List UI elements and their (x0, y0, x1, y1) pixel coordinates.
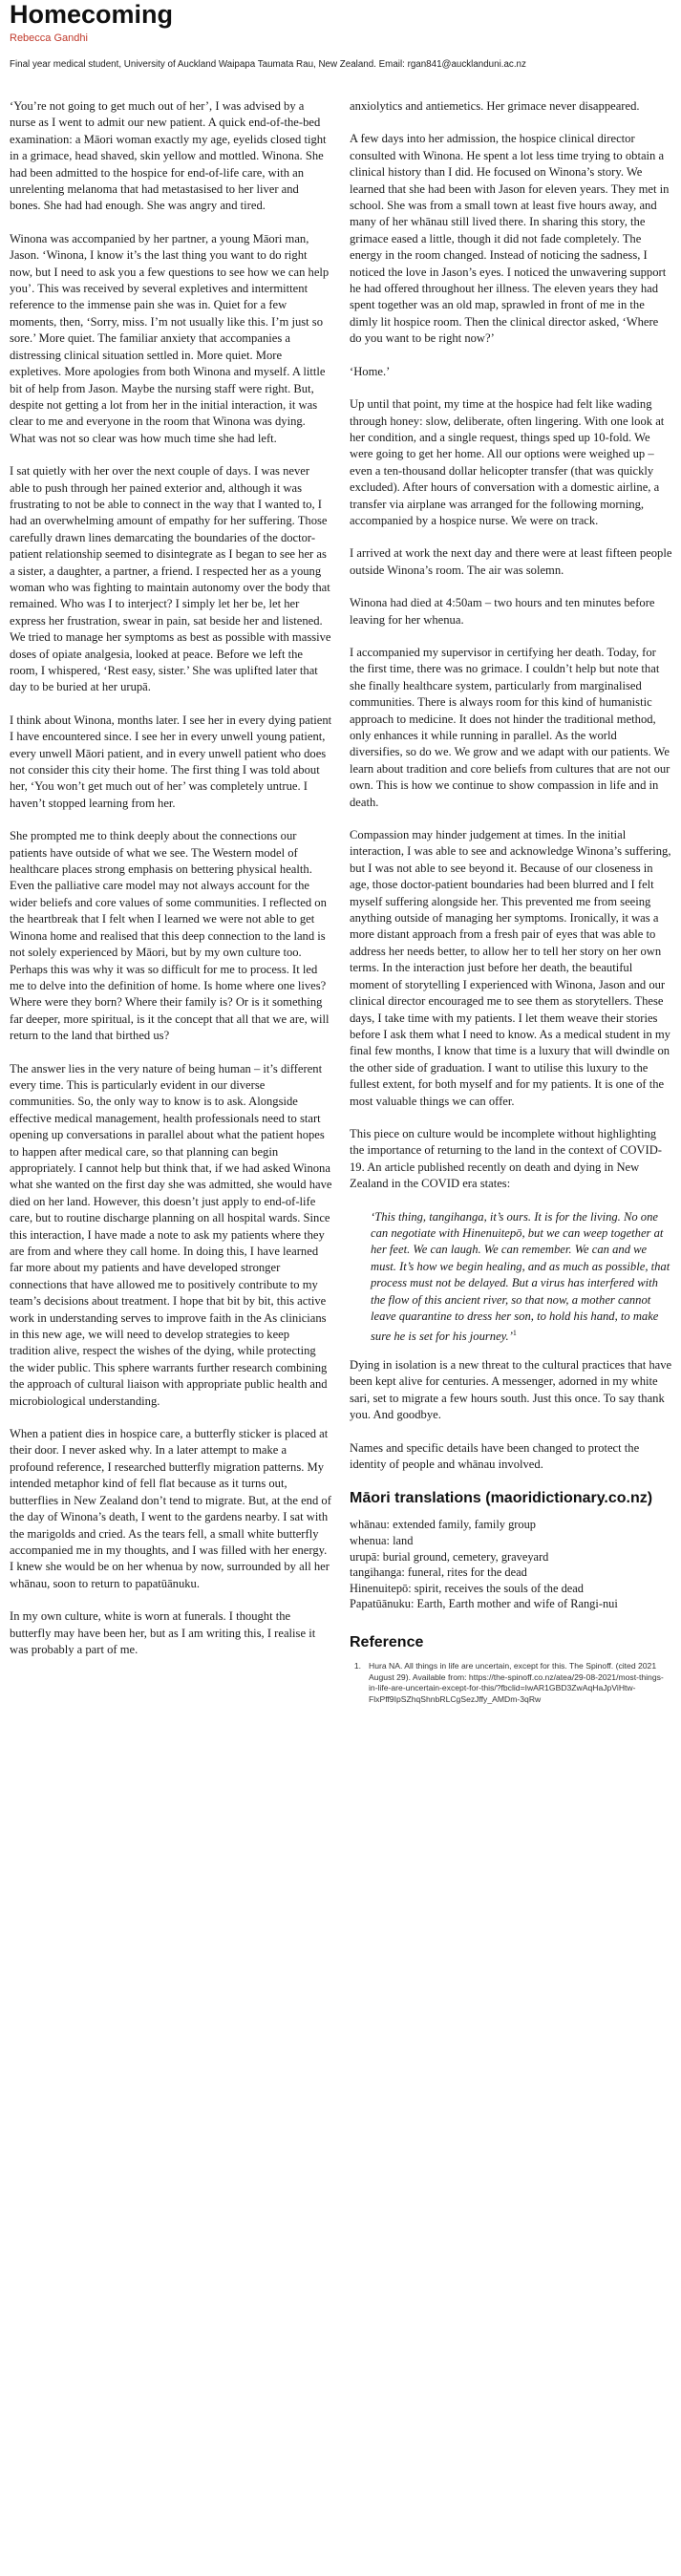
translation-item: Papatūānuku: Earth, Earth mother and wife of Rangi-nui (350, 1597, 618, 1611)
body-paragraph: In my own culture, white is worn at funerals. I thought the butterfly may have been her, but as I am writing this, I realise it was probably a part of me. (10, 1609, 316, 1656)
body-paragraph: I arrived at work the next day and there were at least fifteen people outside Winona’s room. The air was solemn. (350, 546, 672, 577)
quote-text: ‘This thing, tangihanga, it’s ours. It is for the living. No one can negotiate with Hinenuitepō, but we can weep together at her feet. We can laugh. We can remember. We can and we must. It’s how we begin healing, and as much as possible, that process must not be delayed. But a virus has interfered with the flow of this ancient river, so that now, a mother cannot leave quarantine to dress her son, to hold his hand, to make sure he is set for his journey.’ (371, 1209, 670, 1344)
right-column (350, 98, 672, 1705)
body-paragraph: I sat quietly with her over the next couple of days. I was never able to push through her pained exterior and, although it was frustrating to not be able to connect in the way that I wanted to, I had an overwhelming amount of empathy for her suffering. Those carefully drawn lines demarcating the boundaries of the doctor-patient relationship seemed to disintegrate as I began to see her as a sister, a daughter, a partner, a friend. I respected her as a young woman who was fighting to maintain autonomy over the body that remained. Who was I to interject? I simply let her be, let her express her frustration, swear in pain, sat beside her and listened. We tried to manage her symptoms as best as possible with massive doses of opiate analgesia, looked at peace. Before we left the room, I whispered, ‘Rest easy, sister.’ She was uplifted later that day to be buried at her urupā. (10, 464, 331, 694)
reference-number: 1. (353, 1661, 361, 1671)
author-name[interactable]: Rebecca Gandhi (10, 32, 88, 44)
reference-item (350, 1661, 672, 1705)
body-paragraph: Winona had died at 4:50am – two hours and ten minutes before leaving for her whenua. (350, 596, 655, 627)
body-paragraph: A few days into her admission, the hospice clinical director consulted with Winona. He spent a lot less time trying to obtain a clinical history than I did. He focused on Winona’s story. We learned that she had been with Jason for eleven years. They met in school. She was from a small town at least five hours away, and many of her whānau still lived there. In sharing this story, the grimace eased a little, though it did not fade completely. The energy in the room changed. Instead of noticing the sadness, I noticed the love in Jason’s eyes. I noticed the unwavering support he had offered throughout her illness. The eleven years they had spent together was an old map, sprawled in front of me in the dimly lit hospice room. Then the clinical director asked, ‘Where do you want to be right now?’ (350, 132, 670, 346)
body-paragraph: ‘Home.’ (350, 364, 391, 378)
author-affiliation: Final year medical student, University of Auckland Waipapa Taumata Rau, New Zealand. Email: rgan841@aucklanduni.ac.nz (10, 59, 526, 70)
quote-citation[interactable]: 1 (512, 1329, 517, 1338)
references-list (350, 1661, 672, 1705)
body-paragraph: I think about Winona, months later. I see her in every dying patient I have encountered since. I see her in every unwell young patient, every unwell Māori patient, and in every unwell patient who does not consider this city their home. The first thing I was told about her, ‘You won’t get much out of her’ was completely untrue. I haven’t stopped learning from her. (10, 713, 332, 810)
translation-item: whānau: extended family, family group (350, 1518, 536, 1532)
translations-heading: Māori translations (maoridictionary.co.nz) (350, 1490, 653, 1507)
body-paragraph: anxiolytics and antiemetics. Her grimace never disappeared. (350, 99, 640, 113)
translation-item: tangihanga: funeral, rites for the dead (350, 1565, 527, 1580)
translations-list (350, 1517, 672, 1612)
body-paragraph: Winona was accompanied by her partner, a young Māori man, Jason. ‘Winona, I know it’s the last thing you want to do right now, but I need to ask you a few questions to see how we can help you’. This was received by several expletives and intermittent reference to the immense pain she was in. Quiet for a few moments, then, ‘Sorry, miss. I’m not usually like this. I’m just so sore.’ More quiet. The familiar anxiety that accompanies a distressing clinical situation settled in. More quiet. More expletives. More apologies from both Winona and myself. A little bit of help from Jason. Maybe the nursing staff were right. But, despite not getting a lot from her in the initial interaction, it was clear to me and everyone in the room that Winona was dying. What was not so clear was how much time she had left. (10, 231, 330, 445)
body-paragraph: This piece on culture would be incomplete without highlighting the importance of returning to the land in the context of COVID-19. An article published recently on death and dying in New Zealand in the COVID era states: (350, 1126, 662, 1191)
references-heading: Reference (350, 1634, 424, 1650)
article-title: Homecoming (10, 0, 174, 29)
body-paragraph: Compassion may hinder judgement at times. In the initial interaction, I was able to see and acknowledge Winona’s suffering, but I was not able to see beyond it. Because of our closeness in age, those doctor-patient boundaries had been blurred and I felt myself suffering alongside her. This prevented me from seeing anything outside of managing her symptoms. Ironically, it was a more distant approach from a fresh pair of eyes that was able to address her needs better, to allow her to tell her story on her own terms. In the interaction just before her death, the beautiful moment of storytelling I experienced with Winona, Jason and our clinical director encouraged me to see them as storytellers. These days, I take time with my patients. I let them weave their stories before I ask them what I need to know. As a medical student in my final few months, I know that time is a luxury that will dwindle on the other side of graduation. I want to utilise this luxury to the fullest extent, for both myself and for my patients. It is one of the most valuable things we can offer. (350, 828, 671, 1108)
body-paragraph: Names and specific details have been changed to protect the identity of people and whānau involved. (350, 1440, 640, 1472)
left-column (10, 98, 332, 1674)
translation-item: urupā: burial ground, cemetery, graveyard (350, 1549, 549, 1564)
body-paragraph: I accompanied my supervisor in certifying her death. Today, for the first time, there was no grimace. I couldn’t help but note that she finally healthcare system, particularly from marginalised communities. There is always room for this kind of humanistic approach to medicine. It does not hinder the traditional method, only enhances it while running in parallel. As the world diversifies, so do we. We grow and we adapt with our patients. We learn about tradition and core beliefs from cultures that are not our own. This is how we continue to show compassion in life and in death. (350, 645, 670, 809)
body-paragraph: Dying in isolation is a new threat to the cultural practices that have been kept alive for centuries. A messenger, adorned in my white sari, set to migrate a few hours south. Just this once. To say thank you. And goodbye. (350, 1358, 672, 1422)
body-paragraph: She prompted me to think deeply about the connections our patients have outside of what we see. The Western model of healthcare places strong emphasis on bettering physical health. Even the palliative care model may not always account for the wider beliefs and core values of some communities. I reflected on the heartbreak that I felt when I learned we were not able to get Winona home and realised that this deep connection to the land is not solely experienced by Māori, but by my own culture too. Perhaps this was why it was so difficult for me to process. It led me to delve into the definition of home. Is home where one lives? Where were they born? Where their family is? Or is it something far deeper, more spiritual, is it the concept that all that we are, will return to the land that birthed us? (10, 829, 330, 1043)
body-paragraph: ‘You’re not going to get much out of her’, I was advised by a nurse as I went to admit our new patient. A quick end-of-the-bed examination: a Māori woman exactly my age, eyelids closed tight in a grimace, head shaved, skin yellow and mottled. Winona. She had been admitted to the hospice for end-of-life care, with an unrelenting melanoma that had metastasised to her liver and bones. She had had enough. She was angry and tired. (10, 99, 327, 213)
reference-text[interactable]: Hura NA. All things in life are uncertain, except for this. The Spinoff. (cited 2021 August 29). Available from: https://the-spinoff.co.nz/atea/29-08-2021/most-things-in-life-are-uncertain-except-for-this/?fbclid=IwAR1GBD3ZwAqHaJpViHtw-FlxPff9IpSZhqShnbRLCgSezJffy_AMDm-3qRw (369, 1661, 664, 1704)
body-paragraph: The answer lies in the very nature of being human – it’s different every time. This is particularly evident in our diverse communities. So, the only way to know is to ask. Alongside effective medical management, health professionals need to start opening up conversations in parallel about what the patient hopes to happen after medical care, so that planning can begin appropriately. I cannot help but think that, if we had asked Winona what she wanted on the first day she was admitted, she would have died on her land. However, this doesn’t just apply to end-of-life care, but to routine discharge planning on all hospital wards. Since this interaction, I have made a note to ask my patients where they are from and where they call home. In doing this, I have learned far more about my patients and have developed stronger connections that have allowed me to positively contribute to my team’s decisions about treatment. I hope that bit by bit, this active work in understanding serves to improve faith in the As clinicians in this new age, we will need to develop strategies to keep tradition alive, respect the wishes of the dying, while protecting the wider public. This sphere warrants further research combining the approach of cultural liaison with appropriate public health and microbiological understanding. (10, 1061, 332, 1408)
body-paragraph: Up until that point, my time at the hospice had felt like wading through honey: slow, deliberate, often lingering. With one look at her condition, and a single request, things sped up 10-fold. We were going to get her home. All our options were weighed up – even a ten-thousand dollar helicopter transfer (that was quickly excluded). After hours of conversation with a domestic airline, a transfer via airplane was arranged for the following morning, accompanied by a hospice nurse. We were on track. (350, 397, 665, 527)
translation-item: whenua: land (350, 1534, 414, 1548)
block-quote (371, 1209, 672, 1346)
body-paragraph: When a patient dies in hospice care, a butterfly sticker is placed at their door. I never asked why. In a later attempt to make a profound reference, I researched butterfly migration patterns. My intended metaphor kind of fell flat because as it turns out, butterflies in New Zealand don’t tend to migrate. But, at the end of the day of Winona’s death, I went to the gardens nearby. I sat with the marigolds and cried. As the tears fell, a small white butterfly accompanied me in my thoughts, and I was filled with her energy. I knew she would be on her whenua by now, surrounded by all her whānau, soon to return to papatūānuku. (10, 1427, 331, 1590)
translation-item: Hinenuitepō: spirit, receives the souls of the dead (350, 1581, 584, 1595)
